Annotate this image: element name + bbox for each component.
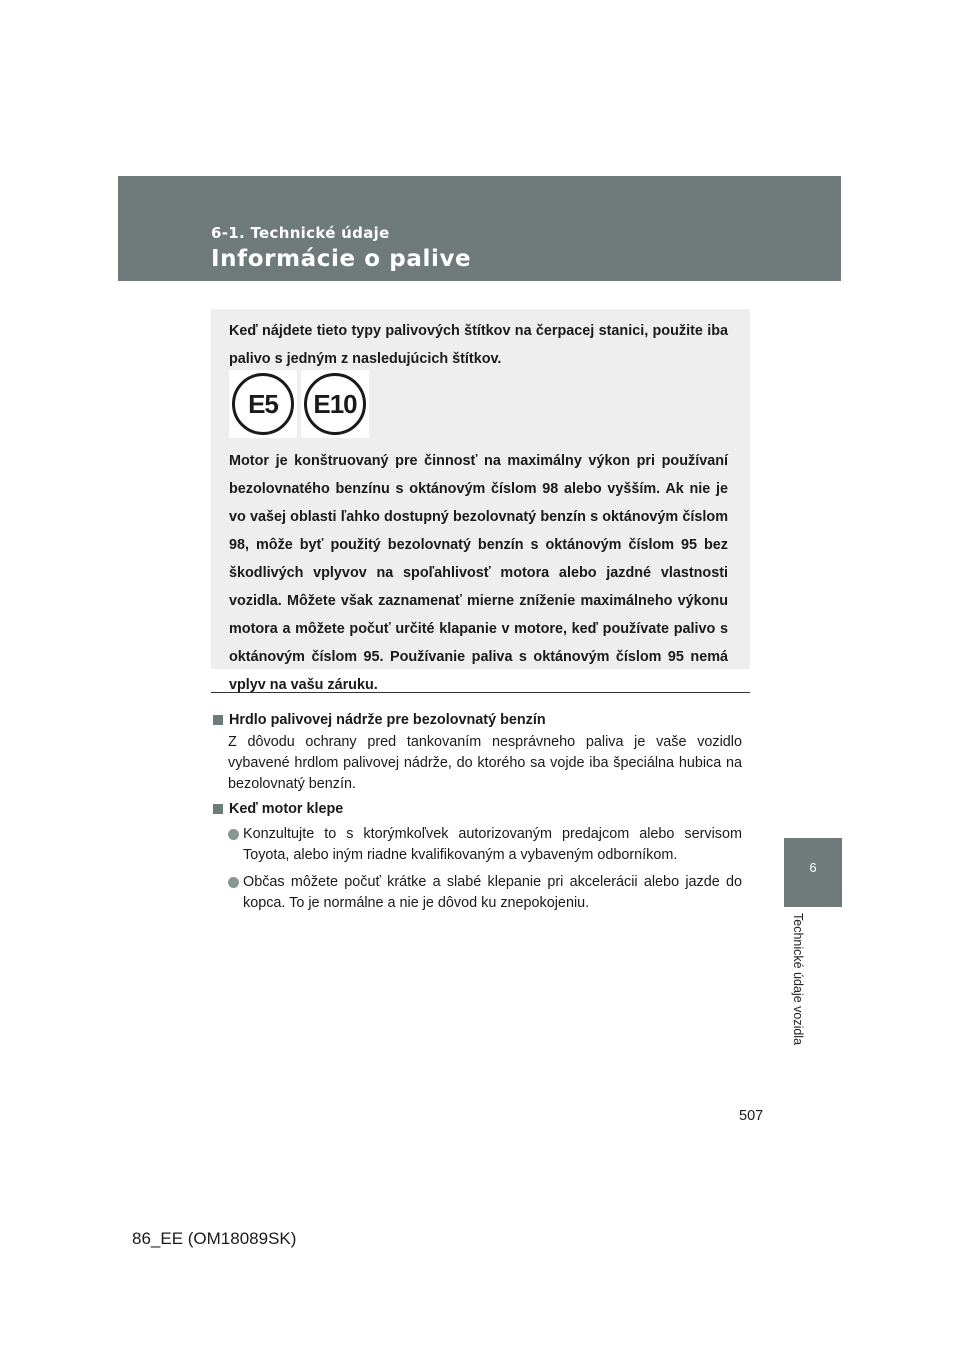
section-heading-fuel-neck-text: Hrdlo palivovej nádrže pre bezolovnatý benzín [229,712,546,728]
chapter-tab [784,838,842,907]
fuel-label-e5-text: E5 [232,373,294,435]
section-heading-knocking [213,801,343,817]
fuel-label-e5 [229,370,297,438]
square-bullet-icon [213,715,223,725]
divider [211,692,750,693]
round-bullet-icon [228,829,239,840]
chapter-tab-number: 6 [809,860,817,875]
fuel-info-body: Motor je konštruovaný pre činnosť na maximálny výkon pri používaní bezolovnatého benzínu s oktánovým číslom 98 alebo vyšším. Ak nie je vo vašej oblasti ľahko dostupný bezolovnatý benzín s oktánovým číslom 98, môže byť použitý bezolovnatý benzín s oktánovým číslom 95 bez škodlivých vplyvov na spoľahlivosť motora alebo jazdné vlastnosti vozidla. Môžete však zaznamenať mierne zníženie maximálneho výkonu motora a môžete počuť určité klapanie v motore, keď používate palivo s oktánovým číslom 95. Používanie paliva s oktánovým číslom 95 nemá vplyv na vašu záruku. [229,453,728,693]
page-title: Informácie o palive [211,246,472,272]
chapter-caption: Technické údaje vozidla [791,913,805,1046]
section-heading-fuel-neck [213,712,546,728]
section-heading-knocking-text: Keď motor klepe [229,801,344,817]
fuel-label-e10-text: E10 [304,373,366,435]
knocking-bullet-1: Konzultujte to s ktorýmkoľvek autorizovaným predajcom alebo servisom Toyota, alebo iným riadne kvalifikovaným a vybaveným odborníkom. [243,826,742,863]
document-code: 86_EE (OM18089SK) [132,1229,297,1248]
fuel-info-box [211,309,750,693]
square-bullet-icon [213,804,223,814]
round-bullet-icon [228,877,239,888]
page-number: 507 [739,1108,764,1124]
fuel-label-e10 [301,370,369,438]
section-label: 6-1. Technické údaje [211,224,390,242]
fuel-info-intro: Keď nájdete tieto typy palivových štítkov na čerpacej stanici, použite iba palivo s jedným z nasledujúcich štítkov. [229,323,728,367]
knocking-bullet-2: Občas môžete počuť krátke a slabé klepanie pri akcelerácii alebo jazde do kopca. To je normálne a nie je dôvod ku znepokojeniu. [243,874,742,911]
section-text-fuel-neck: Z dôvodu ochrany pred tankovaním nesprávneho paliva je vaše vozidlo vybavené hrdlom palivovej nádrže, do ktorého sa vojde iba špeciálna hubica na bezolovnatý benzín. [228,734,742,792]
